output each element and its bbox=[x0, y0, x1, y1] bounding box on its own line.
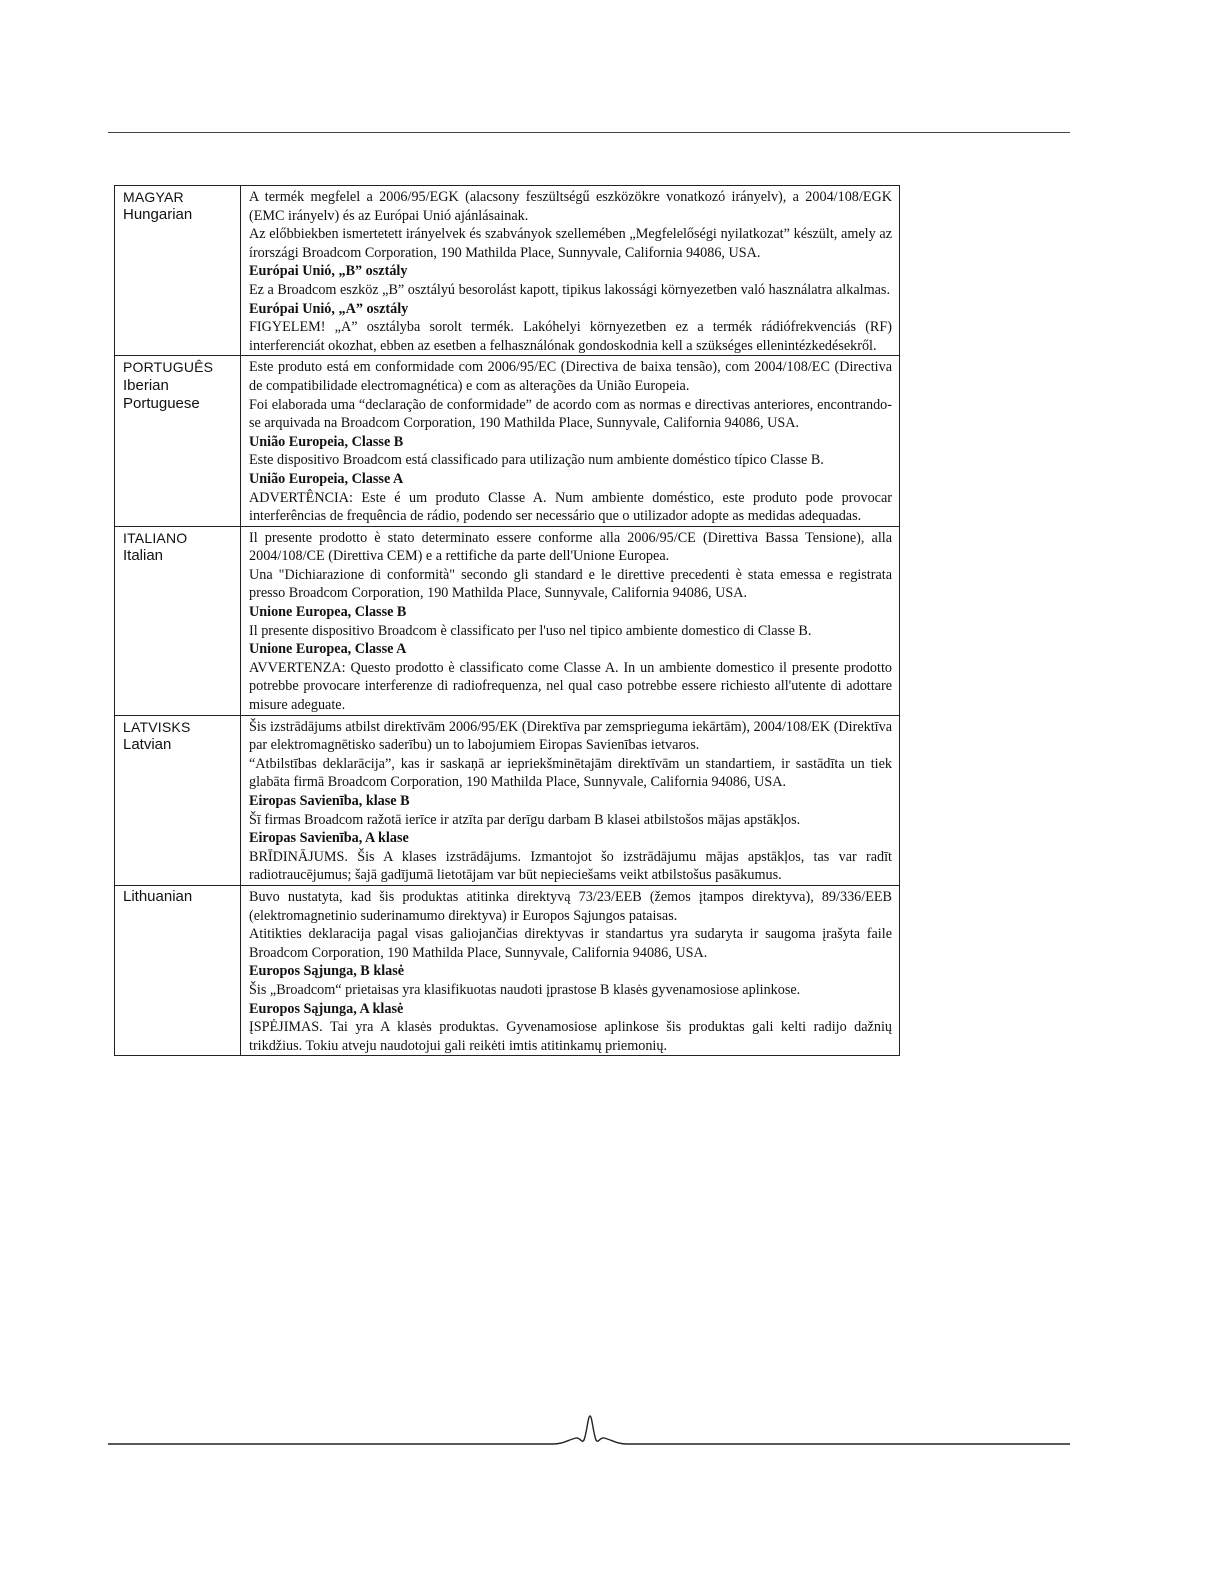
language-name: Lithuanian bbox=[123, 887, 193, 905]
class-heading: Eiropas Savienība, A klase bbox=[249, 830, 409, 847]
language-cell bbox=[115, 885, 241, 1055]
paragraph: Buvo nustatyta, kad šis produktas atitinka direktyvą 73/23/EEB (žemos įtampos direktyva), 89/336/EEB (elektromagnetinio suderinamumo direktyva) ir Europos Sąjungos pataisas. bbox=[249, 888, 892, 924]
language-cell bbox=[115, 715, 241, 885]
language-code: PORTUGUÊS bbox=[123, 359, 214, 376]
paragraph: Este dispositivo Broadcom está classificado para utilização num ambiente doméstico típico Classe B. bbox=[249, 452, 824, 469]
paragraph: AVVERTENZA: Questo prodotto è classificato come Classe A. In un ambiente domestico il presente prodotto potrebbe provocare interferenze di radiofrequenza, nel qual caso potrebbe essere richiesto all'utente di adottare misure adeguate. bbox=[249, 659, 892, 714]
declaration-text-cell bbox=[241, 356, 900, 526]
class-heading: Európai Unió, „A” osztály bbox=[249, 300, 409, 317]
header-rule bbox=[108, 132, 1070, 133]
class-heading: Europos Sąjunga, B klasė bbox=[249, 963, 405, 980]
compliance-table bbox=[114, 185, 900, 1056]
paragraph: Una "Dichiarazione di conformità" secondo gli standard e le direttive precedenti è stata emessa e registrata presso Broadcom Corporation, 190 Mathilda Place, Sunnyvale, California 94086, USA. bbox=[249, 566, 892, 602]
paragraph: Ez a Broadcom eszköz „B” osztályú besorolást kapott, tipikus lakossági környezetben való használatra alkalmas. bbox=[249, 281, 890, 298]
paragraph: ADVERTÊNCIA: Este é um produto Classe A. Num ambiente doméstico, este produto pode provocar interferências de frequência de rádio, podendo ser necessário que o utilizador adopte as medidas adequadas. bbox=[249, 489, 892, 525]
paragraph: Atitikties deklaracija pagal visas galiojančias direktyvas ir standartus yra sudaryta ir saugoma įrašyta faile Broadcom Corporation, 190 Mathilda Place, Sunnyvale, California 94086, USA. bbox=[249, 926, 892, 961]
language-name: Latvian bbox=[123, 736, 172, 754]
language-cell bbox=[115, 356, 241, 526]
paragraph: ĮSPĖJIMAS. Tai yra A klasės produktas. Gyvenamosiose aplinkose šis produktas gali kelti radijo dažnių trikdžius. Tokiu atveju naudotojui gali reikėti imtis atitinkamų priemonių. bbox=[249, 1019, 892, 1054]
language-name: Hungarian bbox=[123, 206, 193, 224]
paragraph: “Atbilstības deklarācija”, kas ir saskaņā ar iepriekšminētajām direktīvām un standartiem, ir sastādīta un tiek glabāta firmā Broadcom Corporation, 190 Mathilda Place, Sunnyvale, California 94086, USA. bbox=[249, 755, 892, 791]
paragraph: Šis izstrādājums atbilst direktīvām 2006/95/EK (Direktīva par zemsprieguma iekārtām), 2004/108/EK (Direktīva par elektromagnētisko saderību) un to labojumiem Eiropas Savienības ietvaros. bbox=[249, 718, 892, 754]
language-cell bbox=[115, 526, 241, 715]
class-heading: União Europeia, Classe A bbox=[249, 470, 404, 487]
paragraph: Az előbbiekben ismertetett irányelvek és szabványok szellemében „Megfelelőségi nyilatkozat” készült, amely az írországi Broadcom Corporation, 190 Mathilda Place, Sunnyvale, California 94086, USA. bbox=[249, 226, 892, 261]
class-heading: Európai Unió, „B” osztály bbox=[249, 263, 408, 280]
declaration-text-cell bbox=[241, 715, 900, 885]
footer-logo-rule bbox=[108, 1410, 1070, 1450]
language-code: LATVISKS bbox=[123, 718, 191, 735]
paragraph: Il presente dispositivo Broadcom è classificato per l'uso nel tipico ambiente domestico di Classe B. bbox=[249, 622, 812, 639]
language-row bbox=[115, 715, 900, 885]
language-name: Iberian Portuguese bbox=[123, 376, 200, 413]
language-name: Italian bbox=[123, 547, 164, 565]
paragraph: Foi elaborada uma “declaração de conformidade” de acordo com as normas e directivas anteriores, encontrando-se arquivada na Broadcom Corporation, 190 Mathilda Place, Sunnyvale, California 94086, USA. bbox=[249, 396, 892, 432]
declaration-text-cell bbox=[241, 885, 900, 1055]
language-row bbox=[115, 186, 900, 356]
class-heading: Europos Sąjunga, A klasė bbox=[249, 1000, 404, 1017]
language-code: MAGYAR bbox=[123, 189, 184, 205]
class-heading: Eiropas Savienība, klase B bbox=[249, 793, 410, 809]
declaration-text-cell bbox=[241, 186, 900, 356]
class-heading: União Europeia, Classe B bbox=[249, 433, 404, 450]
class-heading: Unione Europea, Classe B bbox=[249, 604, 407, 621]
language-row bbox=[115, 356, 900, 526]
declaration-text-cell bbox=[241, 526, 900, 715]
paragraph: Este produto está em conformidade com 2006/95/EC (Directiva de baixa tensão), com 2004/108/EC (Directiva de compatibilidade electromagnética) e com as alterações da União Europeia. bbox=[249, 359, 892, 394]
pulse-logo-icon bbox=[108, 1416, 1070, 1444]
language-row bbox=[115, 526, 900, 715]
language-cell bbox=[115, 186, 241, 356]
paragraph: Šī firmas Broadcom ražotā ierīce ir atzīta par derīgu darbam B klasei atbilstošos mājas apstākļos. bbox=[249, 811, 801, 828]
class-heading: Unione Europea, Classe A bbox=[249, 641, 407, 658]
paragraph: Šis „Broadcom“ prietaisas yra klasifikuotas naudoti įprastose B klasės gyvenamosiose aplinkose. bbox=[249, 981, 801, 998]
paragraph: BRĪDINĀJUMS. Šis A klases izstrādājums. Izmantojot šo izstrādājumu mājas apstākļos, tas var radīt radiotraucējumus; šajā gadījumā lietotājam var būt nepieciešams veikt atbilstošus pasākumus. bbox=[249, 848, 892, 884]
language-code: ITALIANO bbox=[123, 529, 188, 546]
paragraph: FIGYELEM! „A” osztályba sorolt termék. Lakóhelyi környezetben ez a termék rádiófrekvenciás (RF) interferenciát okozhat, ebben az esetben a felhasználónak gondoskodnia kell a szükséges ellenintézkedésekről. bbox=[249, 319, 892, 354]
language-row bbox=[115, 885, 900, 1055]
paragraph: Il presente prodotto è stato determinato essere conforme alla 2006/95/CE (Direttiva Bassa Tensione), alla 2004/108/CE (Direttiva CEM) e a rettifiche da parte dell'Unione Europea. bbox=[249, 529, 892, 565]
paragraph: A termék megfelel a 2006/95/EGK (alacsony feszültségű eszközökre vonatkozó irányelv), a 2004/108/EGK (EMC irányelv) és az Európai Unió ajánlásainak. bbox=[249, 189, 892, 224]
